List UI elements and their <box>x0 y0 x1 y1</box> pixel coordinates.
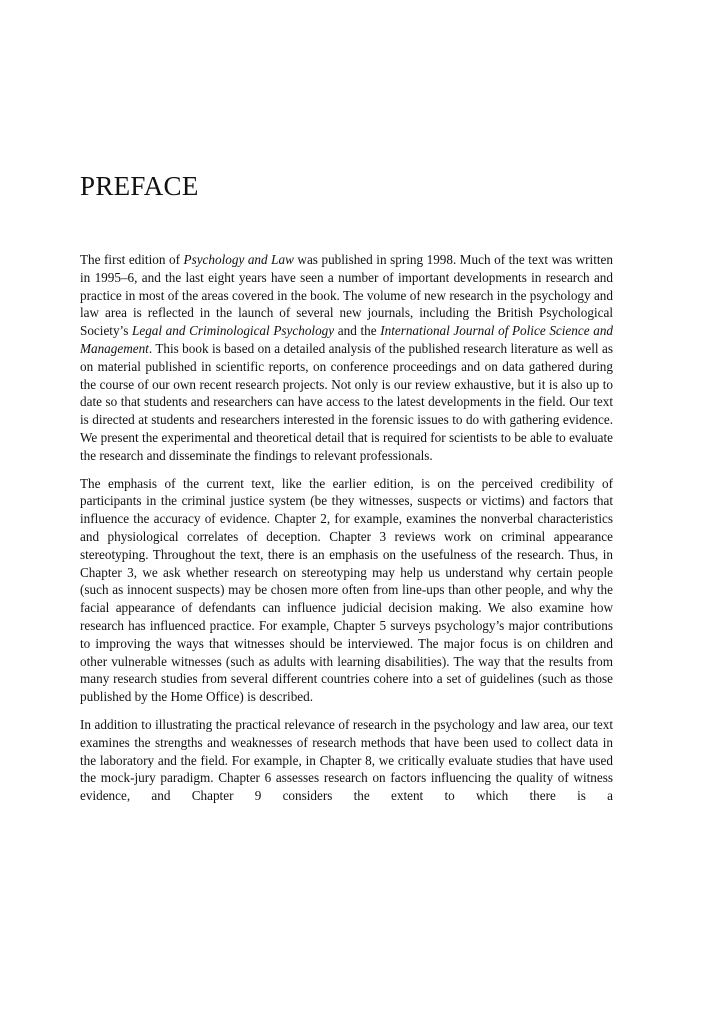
paragraph-1-text: . This book is based on a detailed analysis of the published research literature as well as on material published in scientific reports, on conference proceedings and on data gathered during the course of our own recent research projects. Not only is our review exhaustive, but it is also up to date so that students and researchers can have access to the latest developments in the field. Our text is directed at students and researchers interested in the forensic issues to do with gathering evidence. We present the experimental and theoretical detail that is required for scientists to be able to evaluate the research and disseminate the findings to relevant professionals. <box>80 340 613 463</box>
paragraph-1-text: The first edition of <box>80 252 184 267</box>
paragraph-1-text: and the <box>334 323 381 339</box>
paragraph-3 <box>80 716 613 805</box>
journal-title-italic: Legal and Criminological Psychology <box>132 323 335 339</box>
page-title: PREFACE <box>80 171 199 201</box>
preface-body <box>80 251 613 815</box>
paragraph-2-text: The emphasis of the current text, like the earlier edition, is on the perceived credibility of participants in the criminal justice system (be they witnesses, suspects or victims) and factors that influence the accuracy of evidence. Chapter 2, for example, examines the nonverbal characteristics and physiological correlates of deception. Chapter 3 reviews work on criminal appearance stereotyping. Throughout the text, there is an emphasis on the usefulness of the research. Thus, in Chapter 3, we ask whether research on stereotyping may help us understand why certain people (such as innocent suspects) may be chosen more often from line-ups than other people, and why the facial appearance of defendants can influence judicial decision making. We also examine how research has influenced practice. For example, Chapter 5 surveys psychology’s major contributions to improving the ways that witnesses should be interviewed. The major focus is on children and other vulnerable witnesses (such as adults with learning disabilities). The way that the results from many research studies from several different countries cohere into a set of guidelines (such as those published by the Home Office) is described. <box>80 475 613 705</box>
document-page <box>80 0 613 1024</box>
paragraph-1 <box>80 251 613 465</box>
book-title-italic: Psychology and Law <box>183 252 294 267</box>
paragraph-1-text: was published in spring 1998. Much of the text was written in 1995–6, and the last eight years have seen a number of important developments in research and practice in most of the areas covered in the book. The volume of new research in the psychology and law area is reflected in the launch of several new journals, including the British Psychological Society’s <box>80 252 613 339</box>
paragraph-3-text: In addition to illustrating the practical relevance of research in the psychology and law area, our text examines the strengths and weaknesses of research methods that have been used to collect data in the laboratory and the field. For example, in Chapter 8, we critically evaluate studies that have used the mock-jury paradigm. Chapter 6 assesses research on factors influencing the quality of witness evidence, and Chapter 9 considers the extent to which there is a <box>80 716 613 804</box>
paragraph-2 <box>80 475 613 706</box>
journal-title-italic: International Journal of Police Science and Management <box>80 323 614 356</box>
